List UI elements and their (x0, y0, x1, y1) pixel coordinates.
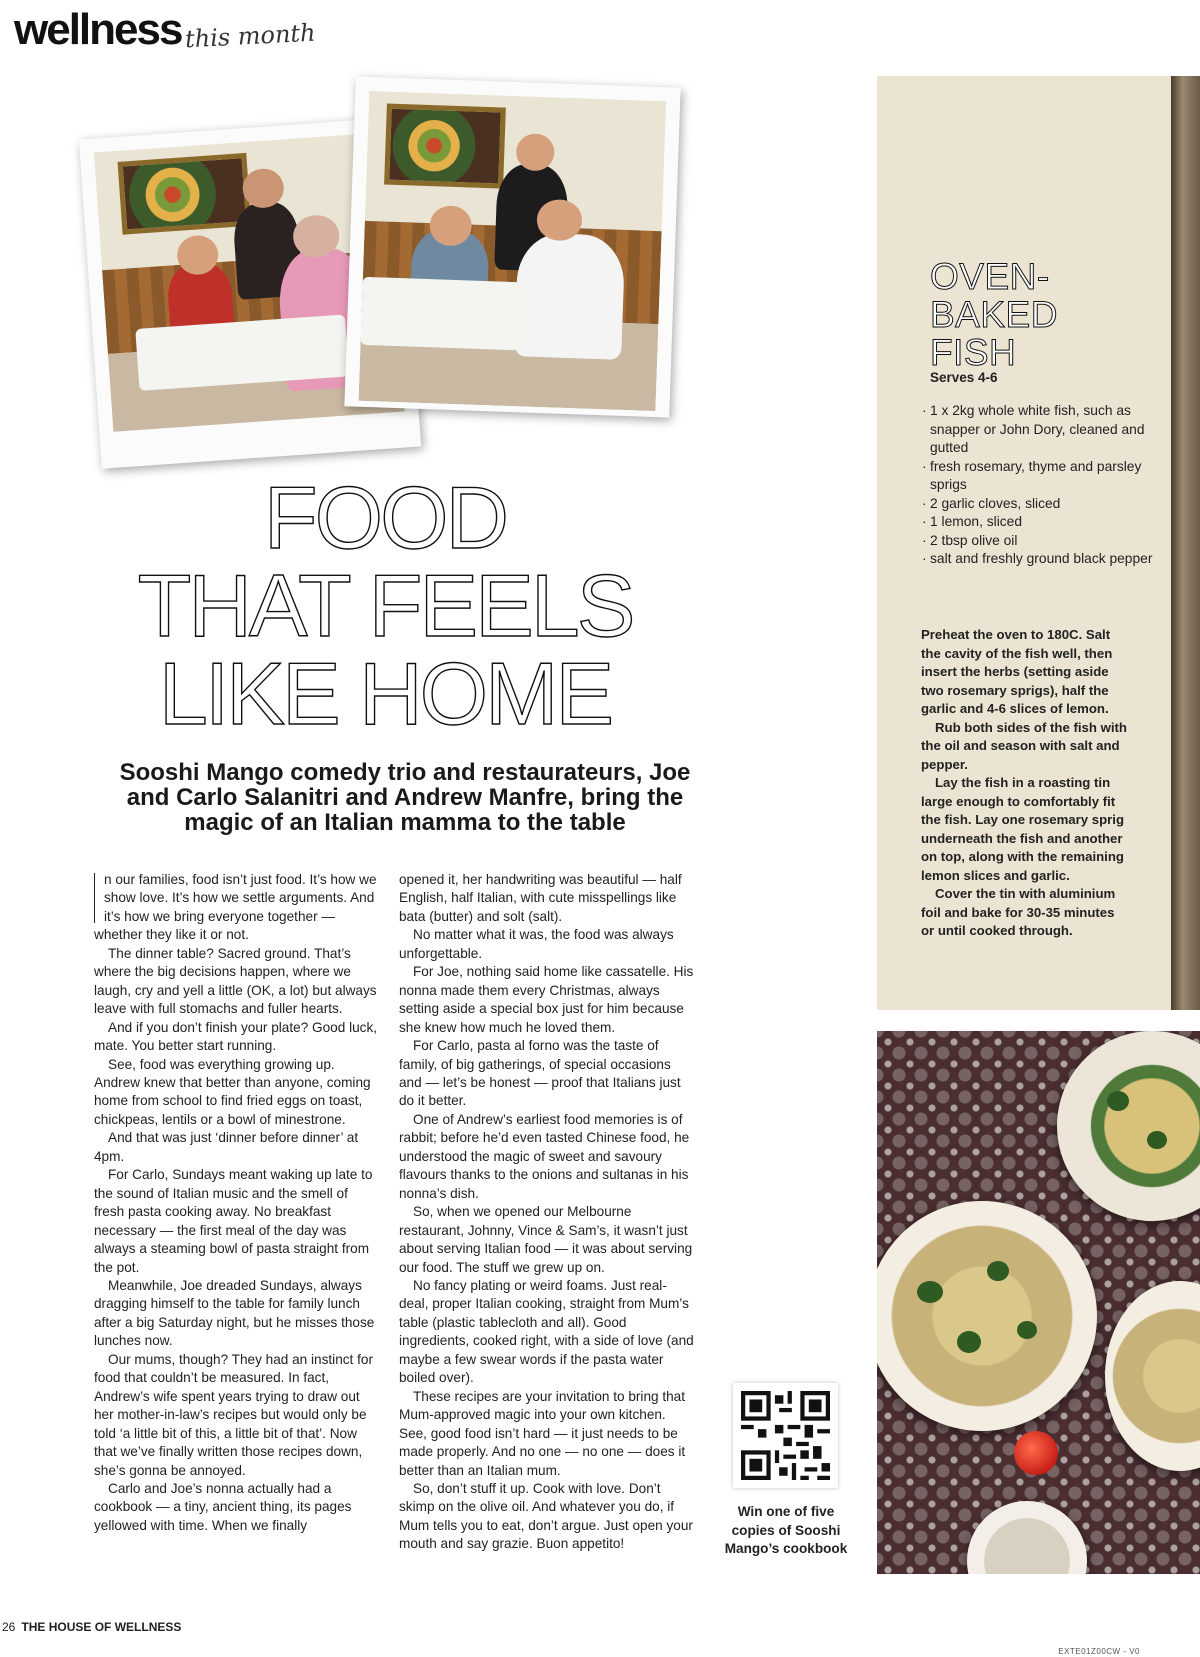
article-paragraph: So, don’t stuff it up. Cook with love. Don’t skimp on the olive oil. And whatever you do, if Mum tells you to eat, don’t argue. Just open your mouth and say grazie. Buon appetito! (399, 1480, 693, 1552)
headline (0, 468, 770, 743)
ingredient-item: · 1 lemon, sliced (922, 513, 1162, 532)
method-step: Preheat the oven to 180C. Salt the cavity of the fish well, then insert the herbs (setting aside two rosemary sprigs), half the garlic and 4-6 slices of lemon. (921, 627, 1113, 716)
article-paragraph: Our mums, though? They had an instinct for food that couldn’t be measured. In fact, Andrew’s wife spent years trying to draw out her mother-in-law’s recipes but would only be told ‘a little bit of this, a little bit of that’. Now that we’ve finally written those recipes down, she’s gonna be annoyed. (94, 1351, 373, 1478)
ingredient-item: · 1 x 2kg whole white fish, such as snapper or John Dory, cleaned and gutted (922, 402, 1162, 458)
section-tag (14, 4, 316, 56)
pasta-photo (877, 1031, 1200, 1574)
cutlery-photo-strip (1171, 76, 1200, 1010)
method-step: Lay the fish in a roasting tin large enough to comfortably fit the fish. Lay one rosemary sprig underneath the fish and another on top, along with the remaining lemon slices and garlic. (921, 775, 1125, 883)
cast-photo-laughing (344, 76, 680, 417)
article-column-1 (94, 871, 379, 1535)
headline-line-2: THAT FEELS (137, 556, 633, 655)
headline-line-3: LIKE HOME (158, 644, 612, 743)
ingredient-item: · salt and freshly ground black pepper (922, 550, 1162, 569)
article-paragraph: These recipes are your invitation to bring that Mum-approved magic into your own kitchen. See, good food isn’t hard — it just needs to be made properly. And no one — no one — does it better than an Italian mum. (399, 1388, 686, 1478)
giveaway-caption: Win one of five copies of Sooshi Mango’s cookbook (724, 1504, 848, 1556)
article-paragraph: Carlo and Joe’s nonna actually had a cookbook — a tiny, ancient thing, its pages yellowed with time. When we finally (94, 1480, 352, 1533)
recipe-title-line-1: OVEN- (930, 256, 1050, 297)
method-step: Cover the tin with aluminium foil and bake for 30-35 minutes or until cooked through. (921, 886, 1116, 938)
print-code: EXTE01Z00CW - V0 (1058, 1647, 1140, 1656)
article-paragraph: For Joe, nothing said home like cassatelle. His nonna made them every Christmas, always setting aside a special box just for him because she knew how much he loved them. (399, 964, 694, 1035)
article-paragraph: The dinner table? Sacred ground. That’s where the big decisions happen, where we laugh, cry and yell a little (OK, a lot) but always leave with full stomachs and fuller hearts. (94, 945, 377, 1017)
ingredient-item: · 2 garlic cloves, sliced (922, 495, 1162, 514)
recipe-title-line-2: BAKED (930, 294, 1058, 335)
article-paragraph: One of Andrew’s earliest food memories is of rabbit; before he’d even tasted Chinese food, he understood the magic of sweet and savoury flavours thanks to the onions and sultanas in his nonna’s dish. (399, 1111, 690, 1201)
recipe-serves: Serves 4-6 (930, 370, 998, 385)
article-paragraph: Meanwhile, Joe dreaded Sundays, always dragging himself to the table for family lunch after a big Saturday night, but he misses those lunches now. (94, 1277, 375, 1349)
article-paragraph: n our families, food isn’t just food. It’s how we show love. It’s how we settle arguments. And it’s how we bring everyone together — whether they like it or not. (94, 872, 377, 943)
article-paragraph: See, food was everything growing up. Andrew knew that better than anyone, coming home from school to find fried eggs on toast, chickpeas, lentils or a bowl of minestrone. (94, 1056, 371, 1127)
ingredient-list (922, 402, 1162, 569)
qr-code[interactable] (733, 1383, 838, 1488)
article-paragraph: So, when we opened our Melbourne restaurant, Johnny, Vince & Sam’s, it wasn’t just about serving Italian food — it was about serving our food. The stuff we grew up on. (399, 1204, 693, 1275)
recipe-title-line-3: FISH (930, 332, 1017, 373)
article-paragraph: For Carlo, pasta al forno was the taste of family, of big gatherings, of special occasions and — let’s be honest — proof that Italians just do it better. (399, 1038, 681, 1109)
recipe-title (930, 258, 1130, 372)
headline-line-1: FOOD (263, 468, 507, 567)
article-paragraph: For Carlo, Sundays meant waking up late to the sound of Italian music and the smell of fresh pasta cooking away. No breakfast necessary — the first meal of the day was always a steaming bowl of pasta straight from the pot. (94, 1167, 373, 1275)
section-script: this month (184, 18, 317, 54)
drop-cap-i (94, 873, 98, 923)
page-number: 26 (2, 1620, 16, 1634)
method-step: Rub both sides of the fish with the oil and season with salt and pepper. (921, 719, 1127, 772)
article-paragraph: No matter what it was, the food was always unforgettable. (399, 927, 674, 961)
ingredient-item: · 2 tbsp olive oil (922, 532, 1162, 551)
qr-code-icon (741, 1391, 830, 1480)
article-paragraph: And if you don’t finish your plate? Good luck, mate. You better start running. (94, 1019, 378, 1054)
article-column-2 (399, 871, 694, 1554)
ingredient-item: · fresh rosemary, thyme and parsley sprigs (922, 458, 1162, 495)
page-footer (2, 1620, 181, 1634)
recipe-method (921, 626, 1127, 941)
publication-name: THE HOUSE OF WELLNESS (21, 1620, 182, 1634)
standfirst: Sooshi Mango comedy trio and restaurateurs, Joe and Carlo Salanitri and Andrew Manfre, bring the magic of an Italian mamma to the table (119, 759, 691, 836)
section-name: wellness (14, 5, 182, 54)
article-paragraph: And that was just ‘dinner before dinner’ at 4pm. (94, 1130, 359, 1164)
article-paragraph: No fancy plating or weird foams. Just real-deal, proper Italian cooking, straight from Mum’s table (plastic tablecloth and all). Good ingredients, cooked right, with a side of love (and maybe a few swear words if the pasta water boiled over). (399, 1277, 694, 1386)
article-paragraph: opened it, her handwriting was beautiful — half English, half Italian, with cute misspellings like bata (butter) and solt (salt). (399, 872, 682, 924)
